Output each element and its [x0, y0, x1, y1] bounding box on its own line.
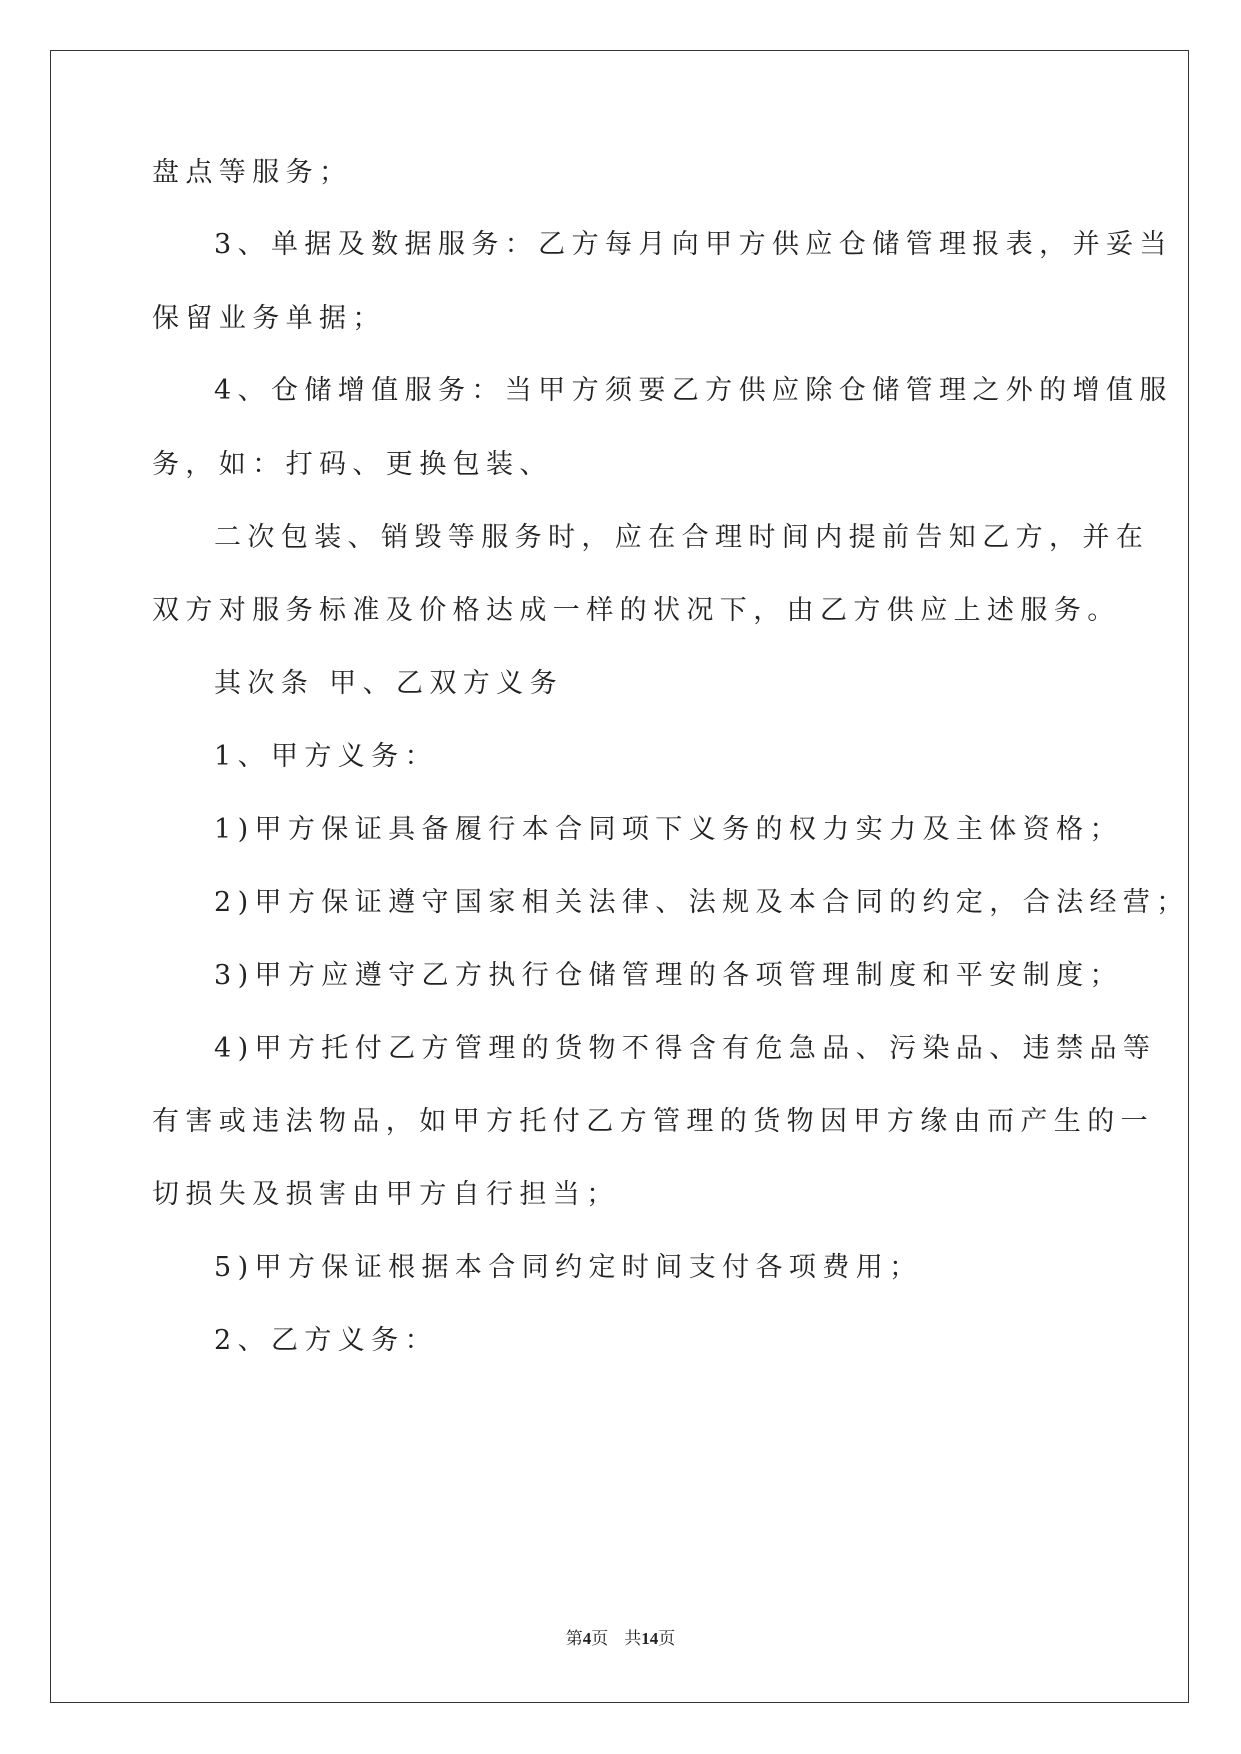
text-line-5: 务，如：打码、更换包装、 — [152, 449, 553, 480]
text-line-9: 1、甲方义务： — [214, 741, 438, 772]
page-suffix: 页 — [591, 1629, 609, 1648]
text-line-12: 3)甲方应遵守乙方执行仓储管理的各项管理制度和平安制度； — [214, 960, 1123, 991]
text-line-3: 保留业务单据； — [152, 303, 386, 334]
text-line-14: 有害或违法物品，如甲方托付乙方管理的货物因甲方缘由而产生的一 — [152, 1106, 1154, 1137]
text-line-15: 切损失及损害由甲方自行担当； — [152, 1179, 620, 1210]
total-suffix: 页 — [658, 1629, 676, 1648]
text-line-7: 双方对服务标准及价格达成一样的状况下，由乙方供应上述服务。 — [152, 595, 1121, 626]
page-footer — [0, 1624, 1241, 1649]
text-line-2: 3、单据及数据服务：乙方每月向甲方供应仓储管理报表，并妥当 — [214, 229, 1173, 260]
total-prefix: 共 — [624, 1629, 642, 1648]
text-line-17: 2、乙方义务： — [214, 1325, 438, 1356]
page-prefix: 第 — [565, 1629, 583, 1648]
text-line-6: 二次包装、销毁等服务时，应在合理时间内提前告知乙方，并在 — [214, 522, 1150, 553]
text-line-10: 1)甲方保证具备履行本合同项下义务的权力实力及主体资格； — [214, 814, 1123, 845]
text-line-4: 4、仓储增值服务：当甲方须要乙方供应除仓储管理之外的增值服 — [214, 375, 1173, 406]
section-heading: 其次条 甲、乙双方义务 — [214, 668, 563, 699]
text-line-11: 2)甲方保证遵守国家相关法律、法规及本合同的约定，合法经营； — [214, 887, 1190, 918]
text-line-1: 盘点等服务； — [152, 157, 353, 188]
text-line-16: 5)甲方保证根据本合同约定时间支付各项费用； — [214, 1252, 923, 1283]
page-border — [50, 50, 1189, 1703]
text-line-13: 4)甲方托付乙方管理的货物不得含有危急品、污染品、违禁品等 — [214, 1033, 1157, 1064]
total-pages: 14 — [641, 1629, 659, 1648]
page-number: 4 — [582, 1629, 592, 1648]
